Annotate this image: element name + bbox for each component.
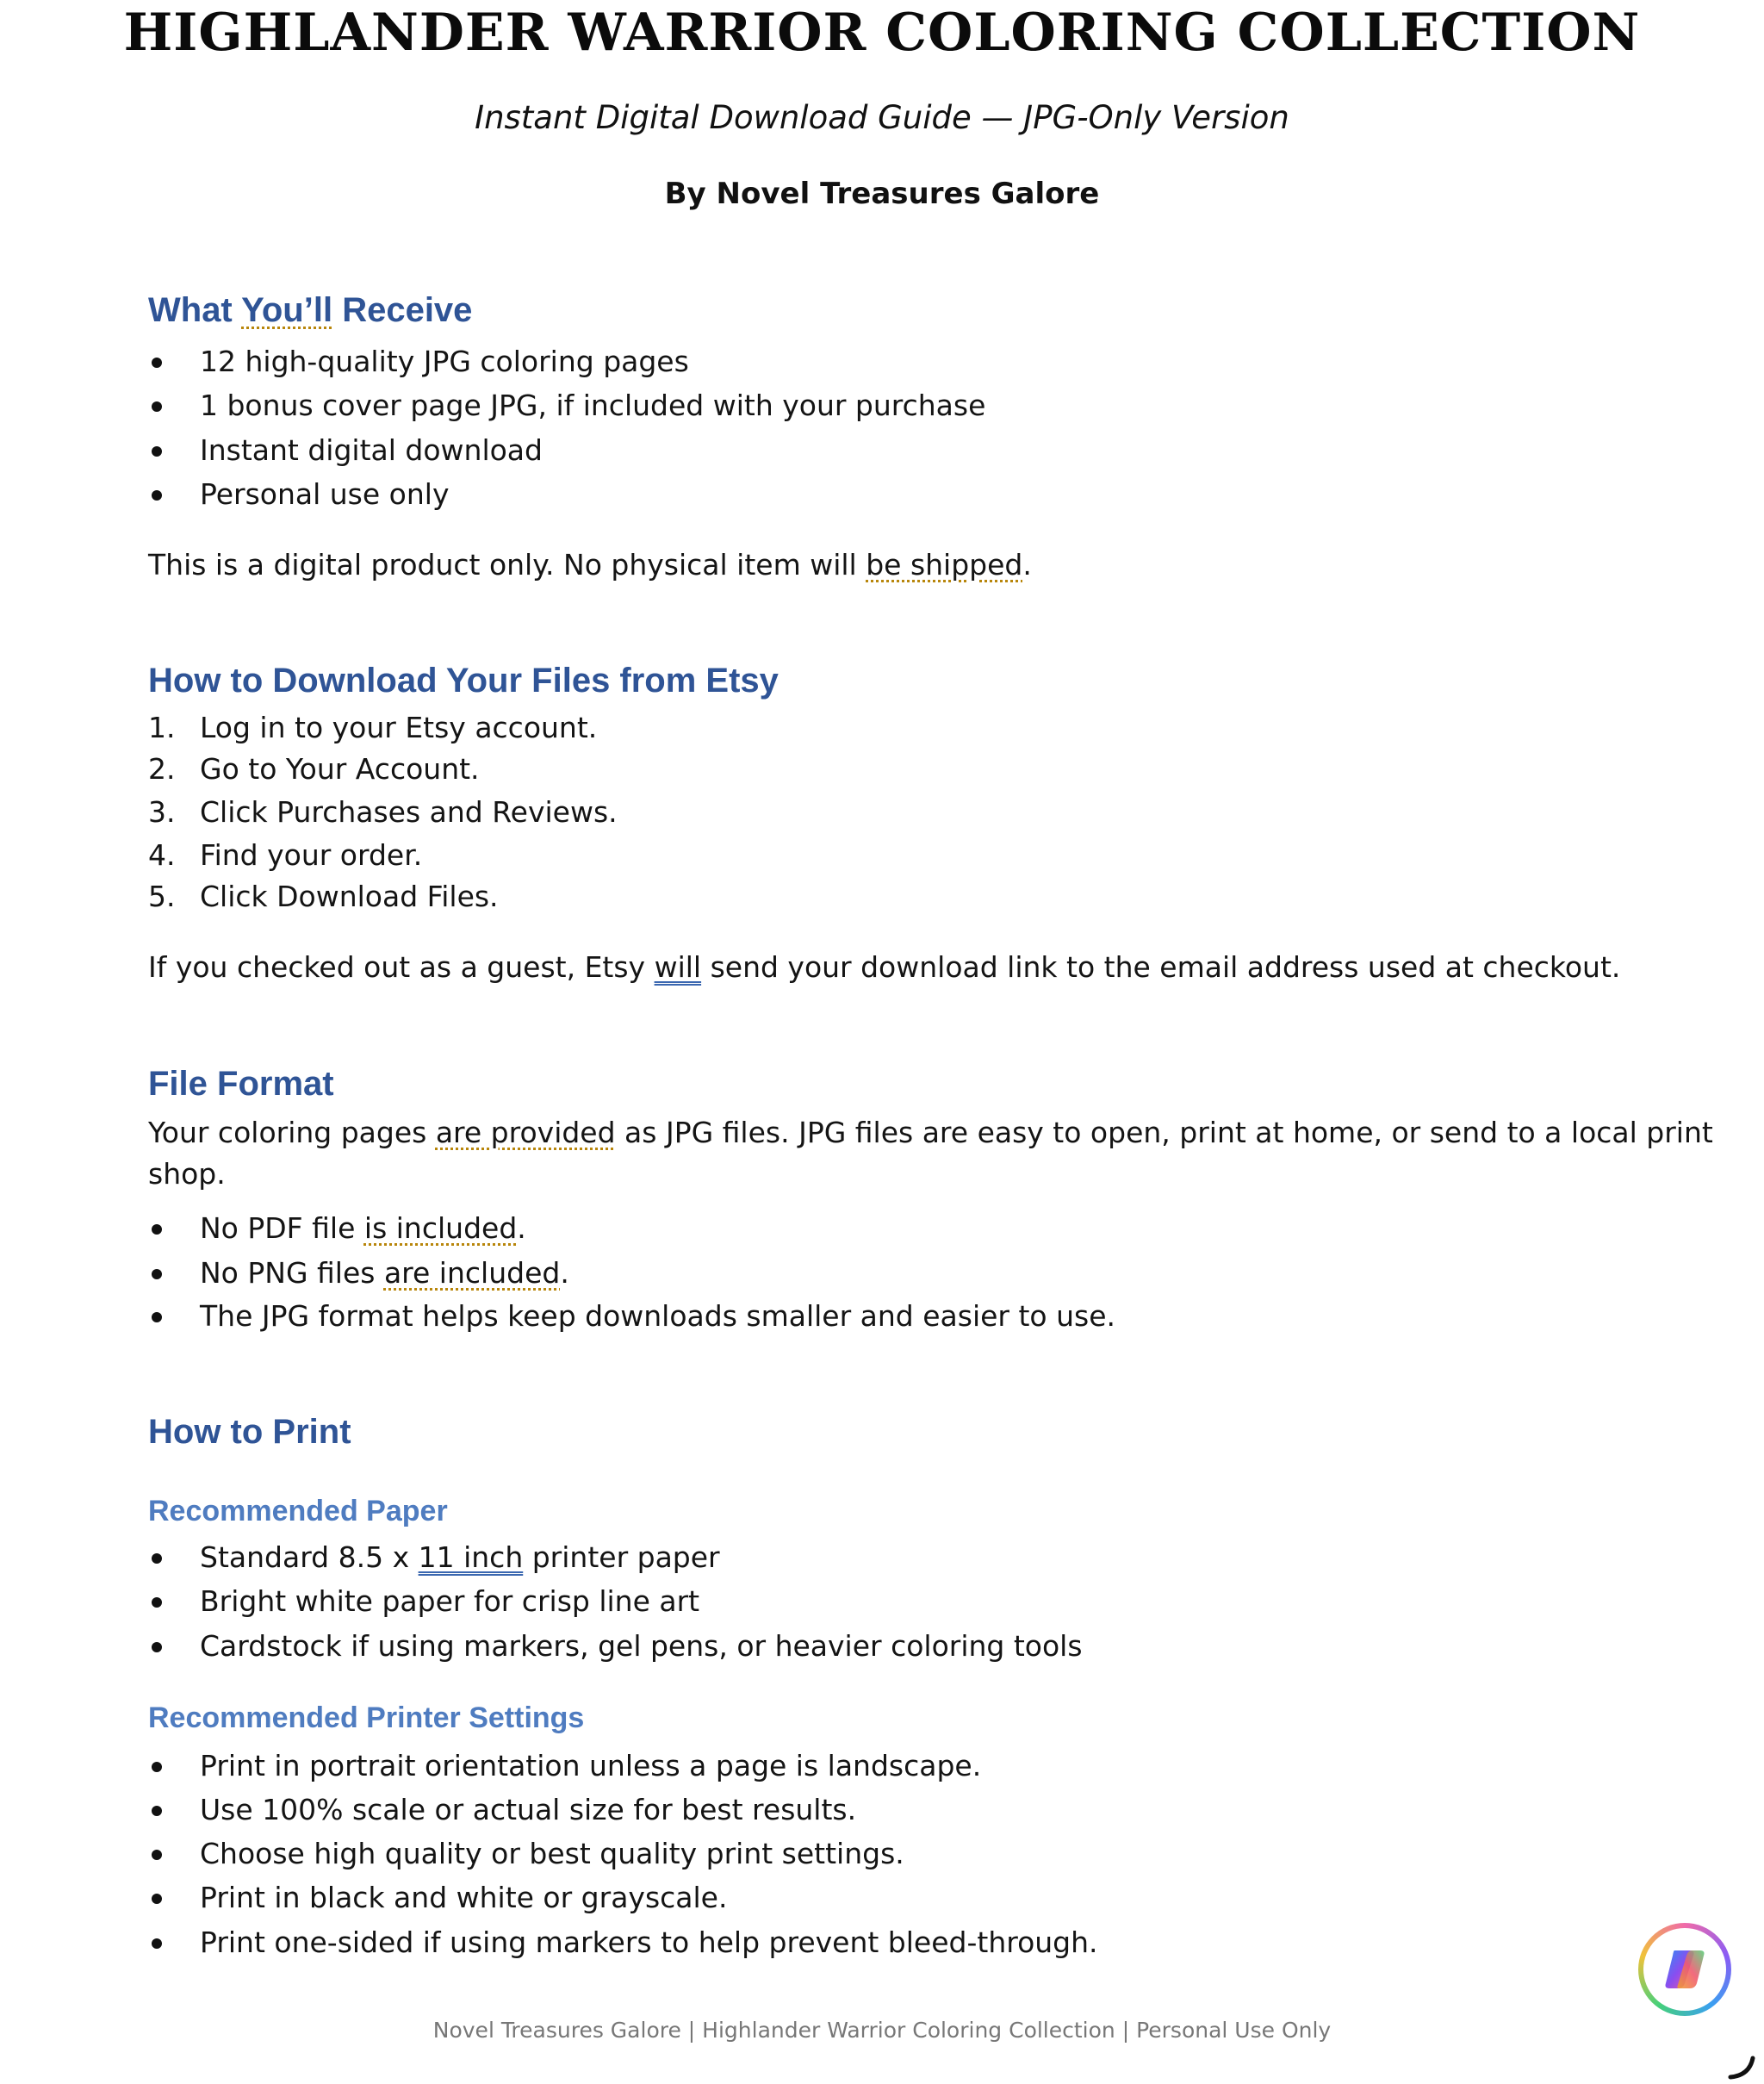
text-run: No PNG files — [200, 1256, 384, 1290]
text-run: Standard 8.5 x — [200, 1540, 419, 1574]
bullet-dot-icon — [152, 1224, 162, 1235]
list-item-text: 1 bonus cover page JPG, if included with your purchase — [200, 389, 986, 422]
document-title: HIGHLANDER WARRIOR COLORING COLLECTION — [123, 3, 1641, 63]
section-heading-file-format: File Format — [148, 1065, 334, 1103]
list-item-text: Print one-sided if using markers to help prevent bleed-through. — [200, 1925, 1098, 1959]
step-text: Click Purchases and Reviews. — [200, 795, 618, 829]
list-item-text: Use 100% scale or actual size for best results. — [200, 1793, 857, 1826]
list-item-text: Cardstock if using markers, gel pens, or heavier coloring tools — [200, 1629, 1083, 1663]
text-run: . — [517, 1211, 526, 1245]
text-run: Your coloring pages — [148, 1116, 436, 1149]
list-item-text — [200, 1209, 526, 1248]
grammar-flag[interactable]: are provided — [435, 1116, 616, 1149]
list-item-text: Choose high quality or best quality print settings. — [200, 1837, 904, 1870]
bullet-dot-icon — [152, 1642, 162, 1652]
list-item-text: Instant digital download — [200, 433, 543, 467]
text-run: . — [560, 1256, 569, 1290]
page-footer: Novel Treasures Galore | Highlander Warrior Coloring Collection | Personal Use Only — [432, 2018, 1332, 2043]
list-item-text: Print in portrait orientation unless a page is landscape. — [200, 1749, 982, 1782]
text-run: If you checked out as a guest, Etsy — [148, 950, 655, 984]
bullet-dot-icon — [152, 1938, 162, 1949]
list-item-text: 12 high-quality JPG coloring pages — [200, 345, 689, 378]
section-heading-receive — [148, 288, 472, 333]
text-run: . — [1022, 548, 1032, 582]
bullet-dot-icon — [152, 1312, 162, 1322]
step-text: Click Download Files. — [200, 880, 499, 913]
subheading-paper: Recommended Paper — [148, 1495, 448, 1527]
section-heading-download: How to Download Your Files from Etsy — [148, 662, 779, 700]
paragraph-file-format — [148, 1113, 1713, 1153]
text-run: as JPG files. JPG files are easy to open, print at home, or send to a local print — [615, 1116, 1713, 1149]
grammar-flag[interactable]: be shipped — [866, 548, 1023, 582]
bullet-dot-icon — [152, 1762, 162, 1772]
list-item-text: Print in black and white or grayscale. — [200, 1881, 728, 1914]
list-item-text — [200, 1254, 569, 1293]
heading-part: Receive — [332, 291, 473, 329]
step-number: 5. — [148, 880, 176, 913]
bullet-dot-icon — [152, 401, 162, 412]
document-byline: By Novel Treasures Galore — [664, 177, 1100, 211]
heading-part: What — [148, 291, 242, 329]
bullet-dot-icon — [152, 1553, 162, 1564]
subheading-printer-settings: Recommended Printer Settings — [148, 1701, 585, 1734]
paragraph-digital-note — [148, 545, 1032, 585]
paragraph-file-format-line2: shop. — [148, 1157, 226, 1191]
spelling-flag[interactable]: You’ll — [241, 291, 333, 329]
paragraph-guest-note — [148, 948, 1620, 987]
list-item-text: Bright white paper for crisp line art — [200, 1584, 700, 1618]
scroll-corner-icon — [1727, 2055, 1758, 2081]
step-number: 4. — [148, 838, 176, 872]
step-number: 3. — [148, 795, 176, 829]
bullet-dot-icon — [152, 358, 162, 368]
step-number: 1. — [148, 711, 176, 744]
section-heading-print: How to Print — [148, 1413, 351, 1451]
step-number: 2. — [148, 752, 176, 786]
text-run: This is a digital product only. No physical item will — [148, 548, 866, 582]
text-run: send your download link to the email address used at checkout. — [701, 950, 1621, 984]
step-text: Go to Your Account. — [200, 752, 480, 786]
list-item-text: The JPG format helps keep downloads smaller and easier to use. — [200, 1299, 1115, 1333]
grammar-flag[interactable]: are included — [383, 1256, 561, 1290]
text-run: No PDF file — [200, 1211, 364, 1245]
bullet-dot-icon — [152, 490, 162, 501]
grammar-flag[interactable]: 11 inch — [418, 1540, 524, 1574]
grammar-flag[interactable]: will — [654, 950, 702, 984]
document-subtitle: Instant Digital Download Guide — JPG-Only Version — [475, 99, 1289, 136]
copilot-icon — [1659, 1944, 1711, 1995]
grammar-flag[interactable]: is included — [363, 1211, 518, 1245]
text-run: printer paper — [523, 1540, 720, 1574]
step-text: Log in to your Etsy account. — [200, 711, 598, 744]
step-text: Find your order. — [200, 838, 423, 872]
bullet-dot-icon — [152, 446, 162, 457]
bullet-dot-icon — [152, 1894, 162, 1904]
bullet-dot-icon — [152, 1597, 162, 1608]
bullet-dot-icon — [152, 1850, 162, 1860]
bullet-dot-icon — [152, 1269, 162, 1279]
copilot-button[interactable] — [1638, 1923, 1731, 2016]
list-item-text — [200, 1538, 720, 1577]
bullet-dot-icon — [152, 1806, 162, 1816]
list-item-text: Personal use only — [200, 477, 450, 511]
